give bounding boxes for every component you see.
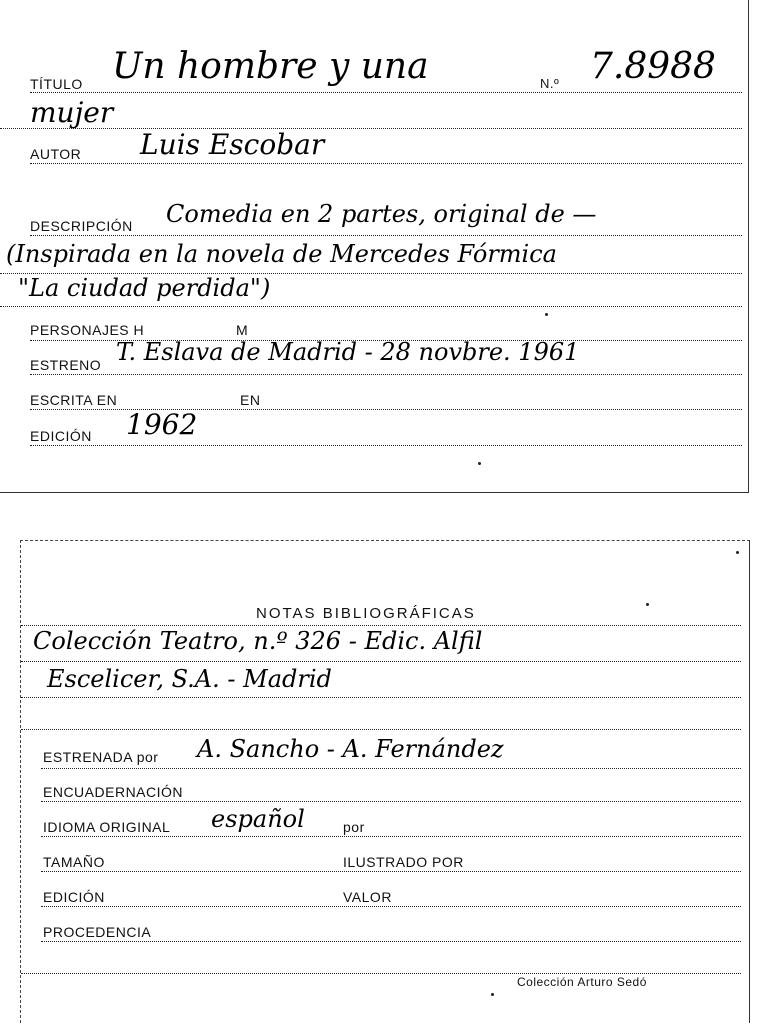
estrenada-label: ESTRENADA por [43, 749, 159, 765]
idioma-label: IDIOMA ORIGINAL [43, 819, 171, 835]
estreno-value: T. Eslava de Madrid - 28 novbre. 1961 [116, 338, 580, 366]
autor-label: AUTOR [30, 146, 82, 162]
notas-line2: Escelicer, S.A. - Madrid [47, 665, 332, 693]
notas-line-c [21, 697, 741, 698]
edicion-value: 1962 [126, 408, 198, 441]
edicion-line [30, 445, 742, 446]
valor-label: VALOR [343, 889, 392, 905]
escrita-label: ESCRITA EN [30, 392, 118, 408]
idioma-line [41, 836, 741, 837]
procedencia-label: PROCEDENCIA [43, 924, 152, 940]
notas-heading: NOTAS BIBLIOGRÁFICAS [256, 605, 476, 622]
escrita-en-label: EN [240, 392, 261, 408]
idioma-value: español [211, 805, 305, 833]
edicion-label: EDICIÓN [30, 428, 92, 444]
descripcion-line2: (Inspirada en la novela de Mercedes Fórmica [6, 240, 557, 268]
numero-value: 7.8988 [590, 46, 716, 87]
bottom-catalog-card [20, 540, 750, 1023]
estreno-label: ESTRENO [30, 357, 102, 373]
numero-label: N.º [540, 76, 560, 91]
autor-value: Luis Escobar [140, 128, 325, 161]
notas-line-d [21, 729, 741, 730]
procedencia-line [41, 941, 741, 942]
notas-line-b [21, 661, 741, 662]
personajes-m-label: M [236, 322, 249, 338]
titulo-value-line2: mujer [30, 96, 114, 129]
speck [491, 993, 494, 996]
speck [646, 603, 649, 606]
edicion-line [41, 906, 741, 907]
ilustrado-label: ILUSTRADO POR [343, 854, 464, 870]
titulo-label: TÍTULO [30, 76, 83, 92]
notas-line-a [21, 625, 741, 626]
descripcion-label: DESCRIPCIÓN [30, 218, 133, 234]
footer-line [21, 973, 741, 974]
encuadernacion-label: ENCUADERNACIÓN [43, 784, 184, 800]
notas-line1: Colección Teatro, n.º 326 - Edic. Alfil [33, 627, 483, 655]
autor-line [30, 163, 742, 164]
encuadernacion-line [41, 801, 741, 802]
descripcion-line3: "La ciudad perdida") [18, 274, 271, 302]
titulo-value: Un hombre y una [112, 46, 429, 87]
tamano-label: TAMAÑO [43, 854, 105, 870]
estrenada-value: A. Sancho - A. Fernández [197, 735, 504, 763]
estrenada-line [41, 768, 741, 769]
estreno-line [30, 374, 742, 375]
tamano-line [41, 871, 741, 872]
speck [545, 313, 548, 316]
top-catalog-card [0, 0, 749, 493]
descripcion-line [30, 235, 742, 236]
titulo-line [30, 92, 742, 93]
personajes-label: PERSONAJES H [30, 322, 145, 338]
descripcion-line-3 [0, 306, 742, 307]
por-label: por [343, 819, 365, 835]
speck [736, 551, 739, 554]
coleccion-footer: Colección Arturo Sedó [517, 975, 647, 989]
edicion-label: EDICIÓN [43, 889, 105, 905]
descripcion-value: Comedia en 2 partes, original de — [166, 200, 597, 228]
speck [478, 462, 481, 465]
